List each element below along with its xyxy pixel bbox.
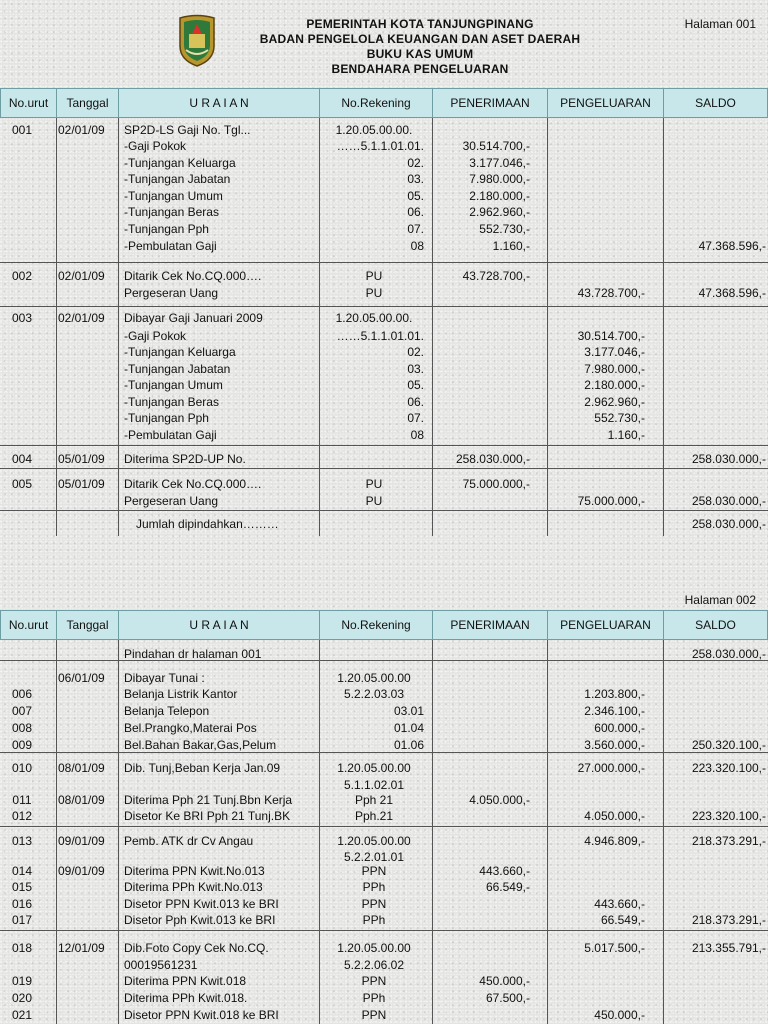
- column-divider: [56, 640, 57, 1024]
- row-date: 09/01/09: [58, 864, 105, 878]
- row-expenditure: 552.730,-: [594, 411, 645, 425]
- row-receipt: 2.180.000,-: [469, 189, 530, 203]
- row-balance: 258.030.000,-: [691, 517, 766, 531]
- column-header-description: U R A I A N: [119, 89, 320, 117]
- row-balance: 258.030.000,-: [691, 452, 766, 466]
- row-balance: 218.373.291,-: [691, 913, 766, 927]
- row-receipt: 43.728.700,-: [462, 269, 530, 283]
- row-description: Pindahan dr halaman 001: [124, 647, 262, 661]
- row-divider: [0, 468, 768, 469]
- row-account: 5.1.1.02.01: [343, 778, 405, 792]
- row-description: -Tunjangan Pph: [124, 222, 209, 236]
- row-divider: [0, 826, 768, 827]
- row-description: Ditarik Cek No.CQ.000….: [124, 477, 262, 491]
- row-description: Disetor Ke BRI Pph 21 Tunj.BK: [124, 809, 291, 823]
- header-line-3: BUKU KAS UMUM: [366, 47, 474, 61]
- page-number-label: Halaman 001: [684, 17, 756, 31]
- row-account: 03.01: [393, 704, 424, 718]
- row-receipt: 1.160,-: [492, 239, 530, 253]
- row-account: 07.: [407, 411, 424, 425]
- row-description: Diterima PPN Kwit.No.013: [124, 864, 265, 878]
- column-header-description: U R A I A N: [119, 611, 320, 639]
- row-receipt: 552.730,-: [479, 222, 530, 236]
- row-account: 1.20.05.00.00: [337, 941, 411, 955]
- column-header-expenditure: PENGELUARAN: [548, 611, 664, 639]
- row-expenditure: 3.560.000,-: [584, 738, 645, 752]
- row-description: Belanja Listrik Kantor: [124, 687, 238, 701]
- column-header-no: No.urut: [1, 611, 57, 639]
- column-header-receipt: PENERIMAAN: [433, 89, 548, 117]
- row-account: PPh: [362, 991, 386, 1005]
- row-account: 08: [410, 428, 424, 442]
- row-description: -Pembulatan Gaji: [124, 428, 217, 442]
- row-date: 09/01/09: [58, 834, 105, 848]
- row-number: 013: [11, 834, 33, 848]
- row-account: 05.: [407, 189, 424, 203]
- row-account: PPN: [361, 974, 387, 988]
- row-description: Disetor PPN Kwit.018 ke BRI: [124, 1008, 279, 1022]
- row-description: -Tunjangan Umum: [124, 189, 223, 203]
- row-account: 03.: [407, 362, 424, 376]
- row-description: Disetor PPN Kwit.013 ke BRI: [124, 897, 279, 911]
- row-account: 06.: [407, 395, 424, 409]
- row-description: Diterima Pph 21 Tunj.Bbn Kerja: [124, 793, 293, 807]
- row-expenditure: 1.160,-: [607, 428, 645, 442]
- row-number: 001: [11, 123, 33, 137]
- row-account: PU: [365, 269, 383, 283]
- column-header-receipt: PENERIMAAN: [433, 611, 548, 639]
- row-account: 03.: [407, 172, 424, 186]
- row-balance: 250.320.100,-: [691, 738, 766, 752]
- row-description: Jumlah dipindahkan………: [136, 517, 279, 531]
- row-description: -Pembulatan Gaji: [124, 239, 217, 253]
- row-account: PU: [365, 494, 383, 508]
- row-description: Diterima PPh Kwit.No.013: [124, 880, 263, 894]
- column-divider: [663, 118, 664, 536]
- row-date: 08/01/09: [58, 793, 105, 807]
- column-header-balance: SALDO: [695, 618, 736, 632]
- row-account: PPh: [362, 913, 386, 927]
- row-divider: [0, 262, 768, 263]
- row-divider: [0, 930, 768, 931]
- row-description: -Gaji Pokok: [124, 139, 187, 153]
- row-number: 015: [11, 880, 33, 894]
- row-expenditure: 443.660,-: [594, 897, 645, 911]
- row-account: Pph.21: [354, 809, 394, 823]
- row-account: PPh: [362, 880, 386, 894]
- row-description: SP2D-LS Gaji No. Tgl...: [124, 123, 251, 137]
- row-receipt: 258.030.000,-: [455, 452, 530, 466]
- row-expenditure: 2.962.960,-: [584, 395, 645, 409]
- row-receipt: 443.660,-: [479, 864, 530, 878]
- row-expenditure: 2.346.100,-: [584, 704, 645, 718]
- ledger-table-page-2: [0, 640, 768, 1024]
- row-balance: 223.320.100,-: [691, 809, 766, 823]
- row-balance: 258.030.000,-: [691, 494, 766, 508]
- column-header-date: Tanggal: [57, 611, 119, 639]
- row-description: Diterima SP2D-UP No.: [124, 452, 246, 466]
- row-account: 06.: [407, 205, 424, 219]
- row-expenditure: 2.180.000,-: [584, 378, 645, 392]
- row-number: 007: [11, 704, 33, 718]
- row-description: Belanja Telepon: [124, 704, 210, 718]
- column-divider: [432, 640, 433, 1024]
- row-expenditure: 450.000,-: [594, 1008, 645, 1022]
- column-header-account: No.Rekening: [320, 611, 433, 639]
- row-account: 1.20.05.00.00: [337, 834, 411, 848]
- row-expenditure: 4.050.000,-: [584, 809, 645, 823]
- row-account: 01.04: [393, 721, 424, 735]
- column-header-expenditure: PENGELUARAN: [548, 89, 664, 117]
- row-number: 020: [11, 991, 33, 1005]
- row-number: 008: [11, 721, 33, 735]
- row-account: 5.2.2.01.01: [343, 850, 405, 864]
- row-account: 05.: [407, 378, 424, 392]
- row-balance: 213.355.791,-: [691, 941, 766, 955]
- row-account: PPN: [361, 1008, 387, 1022]
- row-description: -Tunjangan Keluarga: [124, 156, 236, 170]
- row-receipt: 450.000,-: [479, 974, 530, 988]
- row-account: 08: [410, 239, 424, 253]
- row-description: -Tunjangan Pph: [124, 411, 209, 425]
- column-divider: [663, 640, 664, 1024]
- row-receipt: 4.050.000,-: [469, 793, 530, 807]
- row-description: -Gaji Pokok: [124, 329, 187, 343]
- row-date: 05/01/09: [58, 452, 105, 466]
- row-expenditure: 43.728.700,-: [577, 286, 645, 300]
- row-account: 5.2.2.06.02: [343, 958, 405, 972]
- row-description: Diterima PPN Kwit.018: [124, 974, 247, 988]
- row-number: 004: [11, 452, 33, 466]
- row-number: 016: [11, 897, 33, 911]
- row-description: -Tunjangan Beras: [124, 205, 219, 219]
- table-header: [0, 88, 768, 118]
- row-description: Dibayar Tunai :: [124, 671, 205, 685]
- row-expenditure: 27.000.000,-: [577, 761, 645, 775]
- row-description: 00019561231: [124, 958, 198, 972]
- row-number: 010: [11, 761, 33, 775]
- header-line-2: BADAN PENGELOLA KEUANGAN DAN ASET DAERAH: [259, 32, 581, 46]
- column-divider: [118, 118, 119, 536]
- row-account: PPN: [361, 897, 387, 911]
- row-number: 003: [11, 311, 33, 325]
- row-number: 021: [11, 1008, 33, 1022]
- row-divider: [0, 660, 768, 661]
- row-receipt: 75.000.000,-: [462, 477, 530, 491]
- row-date: 02/01/09: [58, 269, 105, 283]
- column-header-no: No.urut: [1, 89, 57, 117]
- row-balance: 47.368.596,-: [698, 286, 766, 300]
- row-expenditure: 75.000.000,-: [577, 494, 645, 508]
- row-description: Dib.Foto Copy Cek No.CQ.: [124, 941, 269, 955]
- row-description: Disetor Pph Kwit.013 ke BRI: [124, 913, 276, 927]
- column-header-account: No.Rekening: [320, 89, 433, 117]
- row-expenditure: 5.017.500,-: [584, 941, 645, 955]
- ledger-table-page-1: [0, 118, 768, 536]
- header-line-1: PEMERINTAH KOTA TANJUNGPINANG: [306, 17, 534, 31]
- row-expenditure: 600.000,-: [594, 721, 645, 735]
- row-description: -Tunjangan Beras: [124, 395, 219, 409]
- row-description: Pergeseran Uang: [124, 494, 219, 508]
- row-divider: [0, 510, 768, 511]
- header-line-4: BENDAHARA PENGELUARAN: [331, 62, 509, 76]
- row-account: ……5.1.1.01.01.: [336, 139, 424, 153]
- row-description: Ditarik Cek No.CQ.000….: [124, 269, 262, 283]
- row-date: 06/01/09: [58, 671, 105, 685]
- row-date: 05/01/09: [58, 477, 105, 491]
- row-date: 02/01/09: [58, 123, 105, 137]
- row-expenditure: 7.980.000,-: [584, 362, 645, 376]
- row-description: Pergeseran Uang: [124, 286, 219, 300]
- row-number: 011: [12, 793, 32, 807]
- row-description: -Tunjangan Umum: [124, 378, 223, 392]
- row-account: 01.06: [393, 738, 424, 752]
- row-divider: [0, 306, 768, 307]
- row-number: 014: [11, 864, 33, 878]
- row-account: 02.: [407, 345, 424, 359]
- row-balance: 223.320.100,-: [691, 761, 766, 775]
- row-description: Bel.Bahan Bakar,Gas,Pelum: [124, 738, 277, 752]
- row-receipt: 67.500,-: [485, 991, 530, 1005]
- row-receipt: 2.962.960,-: [469, 205, 530, 219]
- row-divider: [0, 445, 768, 446]
- column-divider: [56, 118, 57, 536]
- row-number: 006: [11, 687, 33, 701]
- row-account: ……5.1.1.01.01.: [336, 329, 424, 343]
- row-account: Pph 21: [354, 793, 394, 807]
- row-expenditure: 30.514.700,-: [577, 329, 645, 343]
- row-number: 009: [11, 738, 33, 752]
- row-account: 02.: [407, 156, 424, 170]
- row-balance: 258.030.000,-: [691, 647, 766, 661]
- column-divider: [547, 118, 548, 536]
- row-receipt: 3.177.046,-: [469, 156, 530, 170]
- row-account: 5.2.2.03.03: [343, 687, 405, 701]
- row-description: -Tunjangan Jabatan: [124, 172, 231, 186]
- row-number: 017: [11, 913, 33, 927]
- column-header-balance: SALDO: [695, 96, 736, 110]
- row-account: PPN: [361, 864, 387, 878]
- row-account: 1.20.05.00.00.: [335, 311, 413, 325]
- row-number: 005: [11, 477, 33, 491]
- row-receipt: 30.514.700,-: [462, 139, 530, 153]
- column-divider: [118, 640, 119, 1024]
- row-description: -Tunjangan Keluarga: [124, 345, 236, 359]
- row-description: Bel.Prangko,Materai Pos: [124, 721, 257, 735]
- row-number: 002: [11, 269, 33, 283]
- row-balance: 218.373.291,-: [691, 834, 766, 848]
- row-account: 1.20.05.00.00: [337, 761, 411, 775]
- row-date: 02/01/09: [58, 311, 105, 325]
- row-account: PU: [365, 286, 383, 300]
- row-balance: 47.368.596,-: [698, 239, 766, 253]
- row-number: 018: [11, 941, 33, 955]
- row-account: 1.20.05.00.00.: [335, 123, 413, 137]
- column-header-date: Tanggal: [57, 89, 119, 117]
- row-description: Dib. Tunj,Beban Kerja Jan.09: [124, 761, 281, 775]
- row-description: Dibayar Gaji Januari 2009: [124, 311, 263, 325]
- row-number: 019: [11, 974, 33, 988]
- row-description: Pemb. ATK dr Cv Angau: [124, 834, 254, 848]
- row-expenditure: 3.177.046,-: [584, 345, 645, 359]
- row-description: -Tunjangan Jabatan: [124, 362, 231, 376]
- row-receipt: 7.980.000,-: [469, 172, 530, 186]
- row-account: 07.: [407, 222, 424, 236]
- row-expenditure: 66.549,-: [600, 913, 645, 927]
- page-number-label: Halaman 002: [684, 593, 756, 607]
- row-date: 08/01/09: [58, 761, 105, 775]
- row-account: 1.20.05.00.00: [337, 671, 411, 685]
- row-number: 012: [11, 809, 33, 823]
- row-description: Diterima PPh Kwit.018.: [124, 991, 248, 1005]
- row-receipt: 66.549,-: [485, 880, 530, 894]
- row-account: PU: [365, 477, 383, 491]
- row-date: 12/01/09: [58, 941, 105, 955]
- row-expenditure: 1.203.800,-: [584, 687, 645, 701]
- table-header: [0, 610, 768, 640]
- row-expenditure: 4.946.809,-: [584, 834, 645, 848]
